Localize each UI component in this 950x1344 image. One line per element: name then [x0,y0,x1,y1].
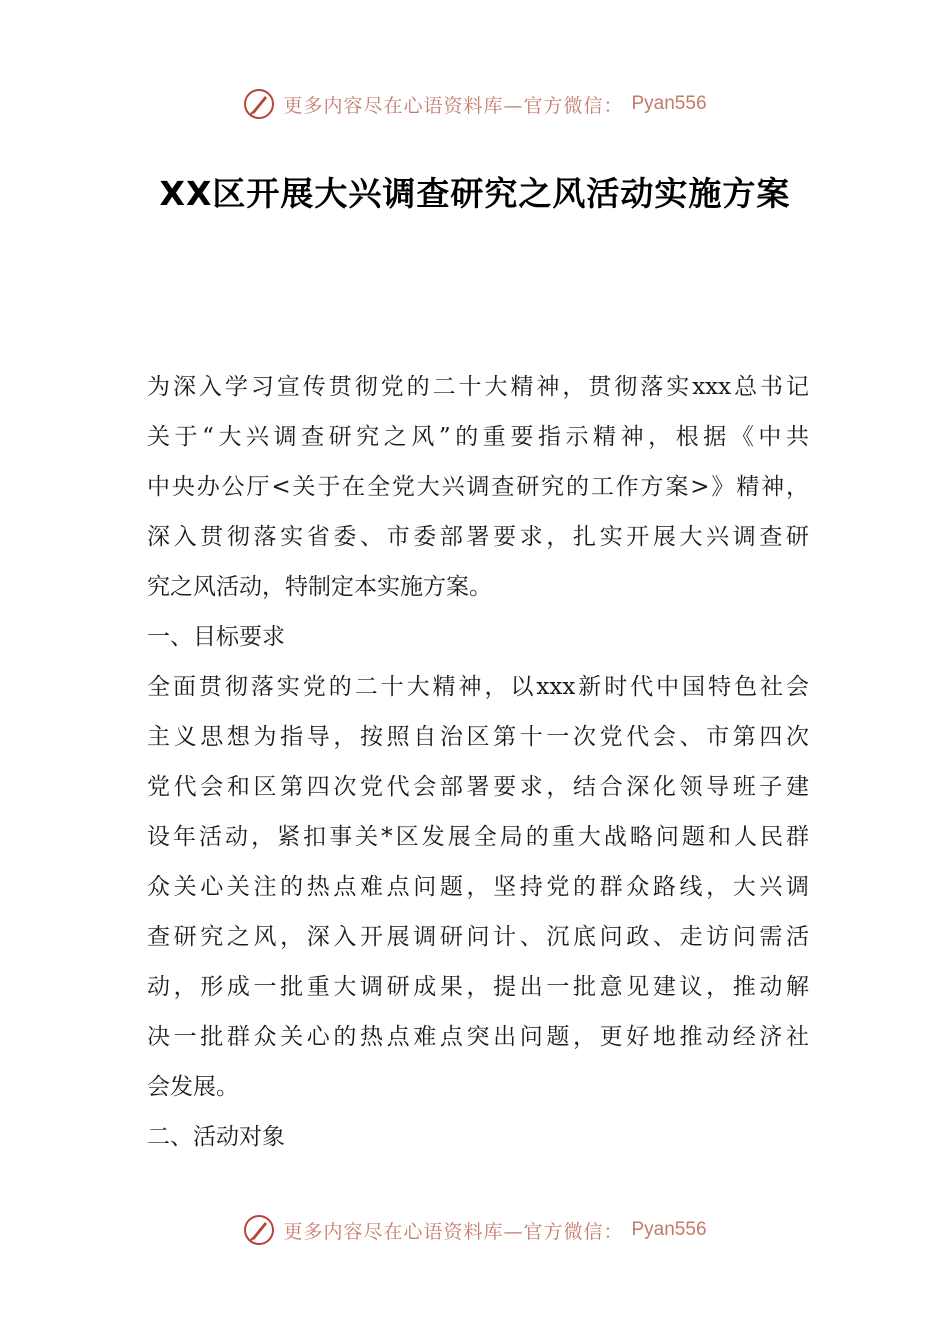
quill-logo-icon [243,88,275,120]
text-line: 主义思想为指导，按照自治区第十一次党代会、市第四次 [147,724,809,750]
footer-banner-content [243,1214,706,1246]
section-heading-targets: 二、活动对象 [147,1124,285,1150]
document-body [147,362,809,1162]
header-banner-content [243,88,706,120]
header-banner-text: 更多内容尽在心语资料库—官方微信： [283,94,624,117]
text-line: 深入贯彻落实省委、市委部署要求，扎实开展大兴调查研 [147,524,809,550]
footer-banner-wechat-id: Pyan556 [631,1219,707,1240]
text-line: 会发展。 [147,1074,239,1100]
section-heading-goals: 一、目标要求 [147,624,285,650]
header-banner [0,82,950,126]
text-line: 众关心关注的热点难点问题，坚持党的群众路线，大兴调 [147,874,809,900]
document-title: XX区开展大兴调查研究之风活动实施方案 [159,174,791,213]
footer-banner [0,1208,950,1252]
text-line: 关于“大兴调查研究之风”的重要指示精神，根据《中共 [147,424,809,450]
text-line: 全面贯彻落实党的二十大精神，以xxx新时代中国特色社会 [147,674,809,700]
text-line: 查研究之风，深入开展调研问计、沉底问政、走访问需活 [147,924,809,950]
text-line: 动，形成一批重大调研成果，提出一批意见建议，推动解 [147,974,809,1000]
text-line: 中央办公厅<关于在全党大兴调查研究的工作方案>》精神， [147,474,809,500]
text-line: 究之风活动，特制定本实施方案。 [147,574,492,600]
quill-logo-icon [243,1214,275,1246]
text-line: 为深入学习宣传贯彻党的二十大精神，贯彻落实xxx总书记 [147,374,809,400]
text-line: 党代会和区第四次党代会部署要求，结合深化领导班子建 [147,774,809,800]
text-line: 决一批群众关心的热点难点突出问题，更好地推动经济社 [147,1024,809,1050]
header-banner-wechat-id: Pyan556 [631,93,707,114]
footer-banner-text: 更多内容尽在心语资料库—官方微信： [283,1220,624,1243]
text-line: 设年活动，紧扣事关*区发展全局的重大战略问题和人民群 [147,824,809,850]
